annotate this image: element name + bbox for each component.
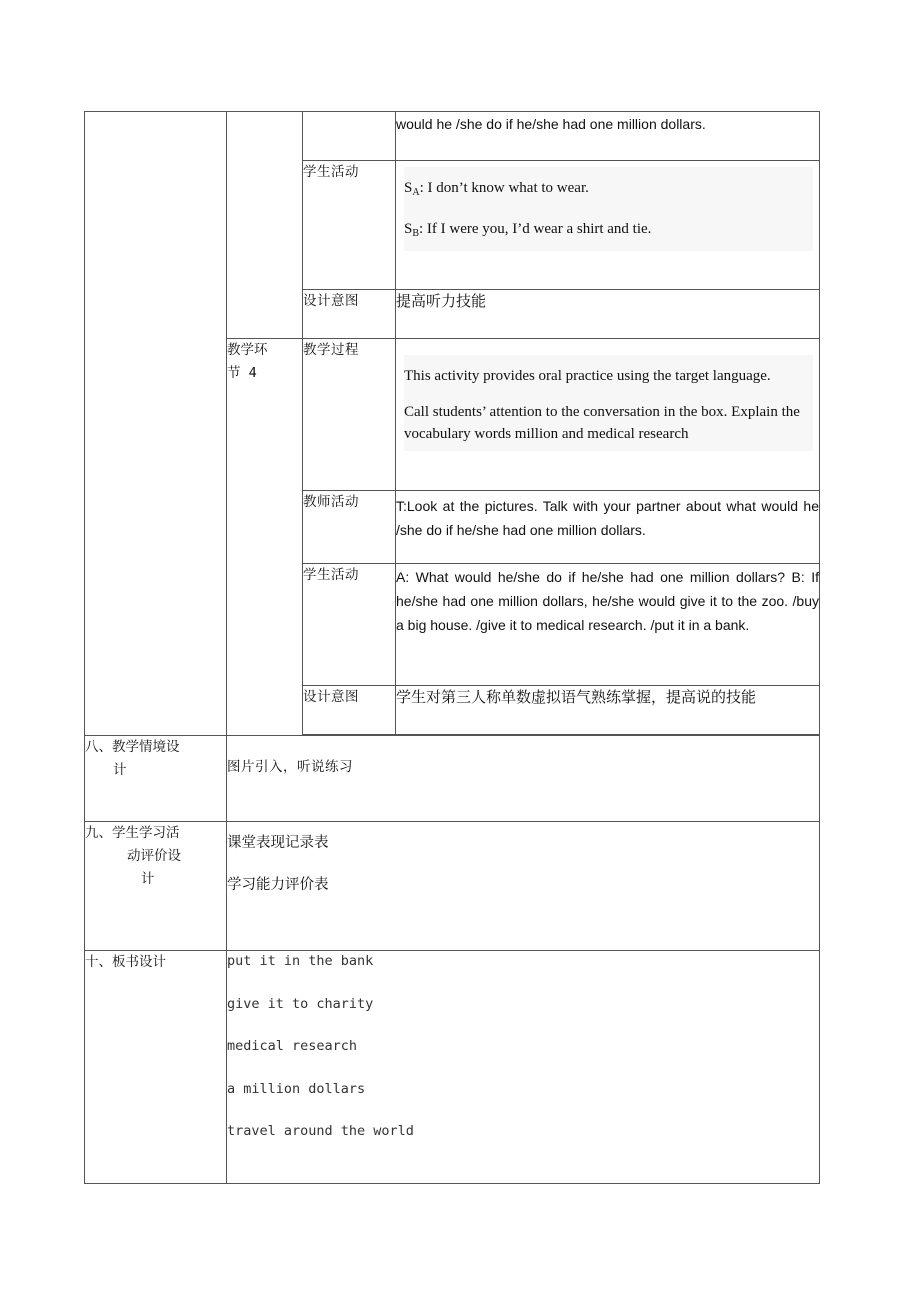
step-4-intent-label: 设计意图 [303, 686, 396, 735]
step-4-process-box [404, 355, 813, 451]
section-9-content [227, 822, 820, 951]
section-7-label-cell [85, 112, 227, 736]
dialogue-line-b: $S_B$: If I were you, I’d wear a shirt and tie. [404, 221, 652, 239]
step-4-teacher-label: 教师活动 [303, 491, 396, 564]
blackboard-design-list [227, 951, 820, 1184]
evaluation-item: 学习能力评价表 [227, 877, 329, 893]
step-3-teacher-text: would he /she do if he/she had one million dollars. [396, 112, 820, 161]
step-4-label: 教学环 节 4 [227, 339, 303, 736]
step-4-process-content [396, 339, 820, 491]
step-4-student-text: A: What would he/she do if he/she had one million dollars? B: If he/she had one million dollars, he/she would give it to the zoo. /buy a big house. /give it to medical research. /put it in a bank. [396, 564, 820, 686]
evaluation-item: 课堂表现记录表 [227, 835, 329, 851]
step-3-label-cell [227, 112, 303, 339]
board-item: medical research [227, 1038, 358, 1054]
board-item: give it to charity [227, 995, 374, 1012]
step-4-intent-text: 学生对第三人称单数虚拟语气熟练掌握，提高说的技能 [396, 686, 820, 735]
board-item: a million dollars [227, 1080, 366, 1097]
step-4-student-label: 学生活动 [303, 564, 396, 686]
dialogue-line-a: $S_A$: I don’t know what to wear. [404, 180, 589, 198]
section-9-label: 九、学生学习活 动评价设 计 [85, 822, 227, 951]
step-3-student-label: 学生活动 [303, 161, 396, 290]
step-3-dialogue-box [404, 167, 813, 251]
step-3-student-content [396, 161, 820, 290]
step-4-teacher-text: T:Look at the pictures. Talk with your partner about what would he /she do if he/she had one million dollars. [396, 491, 820, 564]
section-8-label: 八、教学情境设 计 [85, 736, 227, 822]
step-3-intent-text: 提高听力技能 [396, 290, 820, 339]
section-10-label: 十、板书设计 [85, 951, 227, 1184]
board-item: put it in the bank [227, 953, 374, 969]
process-paragraph-1: This activity provides oral practice using the target language. [404, 368, 771, 384]
step-3-intent-label: 设计意图 [303, 290, 396, 339]
section-8-content: 图片引入，听说练习 [227, 736, 820, 822]
step-3-teacher-label-cell [303, 112, 396, 161]
process-paragraph-2: Call students’ attention to the conversation in the box. Explain the vocabulary words million and medical research [404, 404, 800, 442]
step-4-process-label: 教学过程 [303, 339, 396, 491]
board-item: travel around the world [227, 1123, 414, 1139]
lesson-plan-table [84, 111, 820, 1184]
